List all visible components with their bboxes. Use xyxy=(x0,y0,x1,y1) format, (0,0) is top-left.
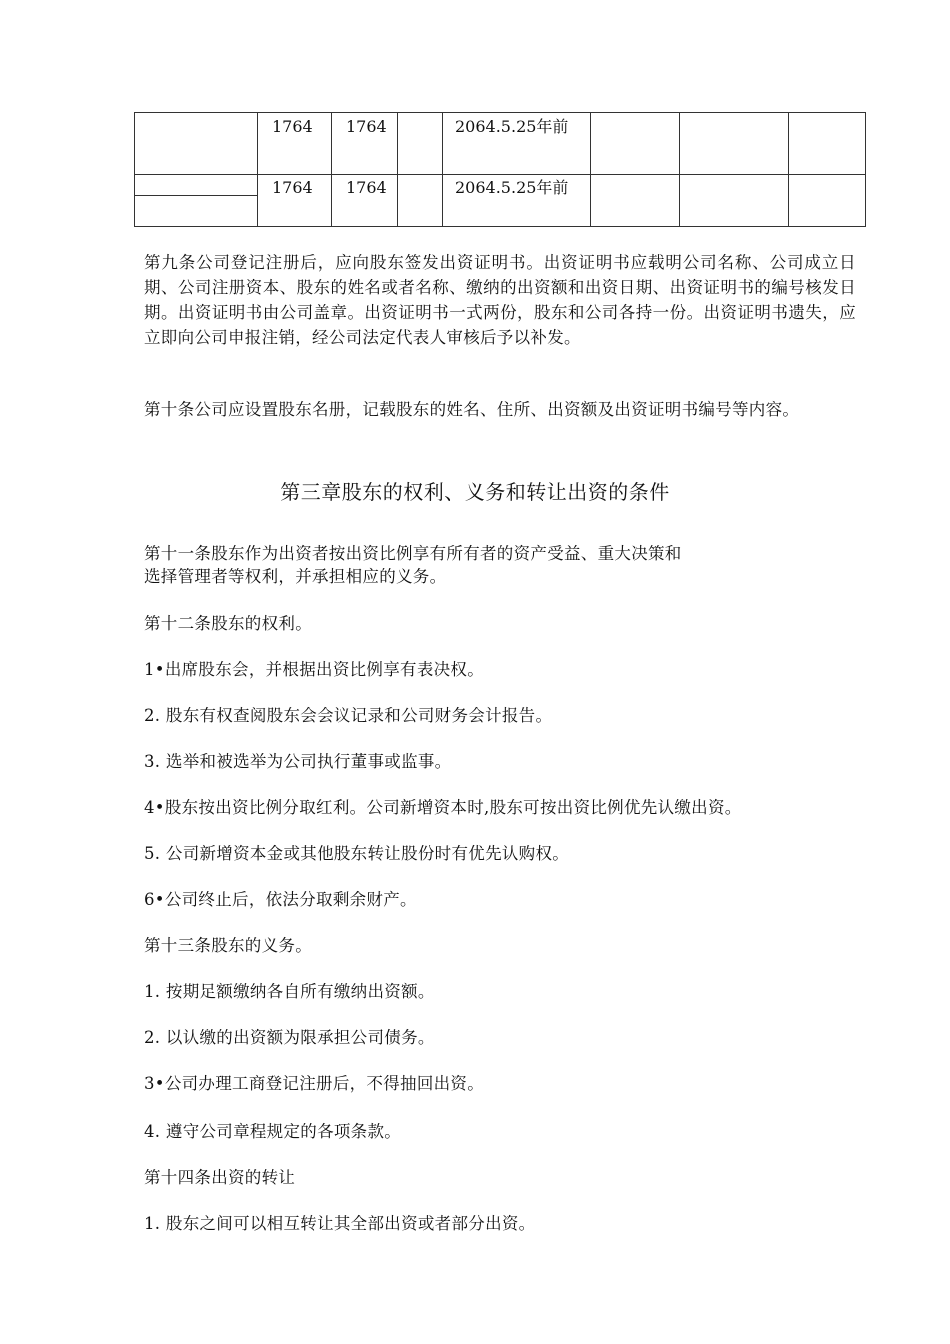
table-cell: 1764 xyxy=(272,117,313,136)
table-column-divider xyxy=(679,113,680,226)
article-12: 第十二条股东的权利。 xyxy=(144,614,312,633)
table-column-divider xyxy=(788,113,789,226)
right-item: 4•股东按出资比例分取红利。公司新增资本时,股东可按出资比例优先认缴出资。 xyxy=(144,798,742,817)
table-row-divider xyxy=(135,174,865,175)
table-cell: 1764 xyxy=(346,178,387,197)
table-row-divider xyxy=(135,195,257,196)
table-cell: 2064.5.25年前 xyxy=(455,117,569,136)
duty-item: 2. 以认缴的出资额为限承担公司债务。 xyxy=(144,1028,435,1047)
article-11-line-2: 选择管理者等权利，并承担相应的义务。 xyxy=(144,567,447,586)
right-item: 5. 公司新增资本金或其他股东转让股份时有优先认购权。 xyxy=(144,844,570,863)
article-10: 第十条公司应设置股东名册，记载股东的姓名、住所、出资额及出资证明书编号等内容。 xyxy=(144,400,800,419)
duty-item: 4. 遵守公司章程规定的各项条款。 xyxy=(144,1122,402,1141)
table-column-divider xyxy=(331,113,332,226)
table-cell: 1764 xyxy=(272,178,313,197)
table-column-divider xyxy=(590,113,591,226)
chapter-heading: 第三章股东的权利、义务和转让出资的条件 xyxy=(280,480,670,504)
transfer-item: 1. 股东之间可以相互转让其全部出资或者部分出资。 xyxy=(144,1214,536,1233)
table-column-divider xyxy=(257,113,258,226)
shareholder-table xyxy=(134,112,866,227)
duty-item: 1. 按期足额缴纳各自所有缴纳出资额。 xyxy=(144,982,435,1001)
duty-item: 3•公司办理工商登记注册后，不得抽回出资。 xyxy=(144,1074,485,1093)
right-item: 3. 选举和被选举为公司执行董事或监事。 xyxy=(144,752,452,771)
right-item: 6•公司终止后，依法分取剩余财产。 xyxy=(144,890,417,909)
right-item: 2. 股东有权查阅股东会会议记录和公司财务会计报告。 xyxy=(144,706,553,725)
table-column-divider xyxy=(397,113,398,226)
right-item: 1•出席股东会，并根据出资比例享有表决权。 xyxy=(144,660,485,679)
article-11-line-1: 第十一条股东作为出资者按出资比例享有所有者的资产受益、重大决策和 xyxy=(144,544,682,563)
table-cell: 1764 xyxy=(346,117,387,136)
article-9: 第九条公司登记注册后，应向股东签发出资证明书。出资证明书应载明公司名称、公司成立日期、公司注册资本、股东的姓名或者名称、缴纳的出资额和出资日期、出资证明书的编号核发日期。出资证明书由公司盖章。出资证明书一式两份，股东和公司各持一份。出资证明书遗失，应立即向公司申报注销，经公司法定代表人审核后予以补发。 xyxy=(144,253,856,347)
table-column-divider xyxy=(442,113,443,226)
article-14: 第十四条出资的转让 xyxy=(144,1168,296,1187)
table-cell: 2064.5.25年前 xyxy=(455,178,569,197)
article-13: 第十三条股东的义务。 xyxy=(144,936,312,955)
